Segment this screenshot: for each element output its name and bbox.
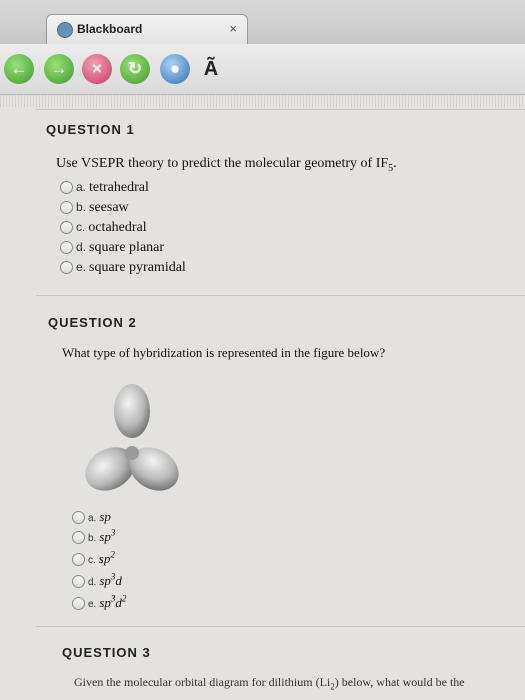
- option-label: $sp^3d$: [99, 572, 122, 589]
- radio-button[interactable]: [60, 201, 73, 214]
- radio-button[interactable]: [72, 597, 85, 610]
- question1-subscript: 5: [388, 162, 394, 174]
- question2-divider: [36, 295, 525, 296]
- tab-title: Blackboard: [77, 22, 143, 36]
- question3-heading: QUESTION 3: [62, 645, 151, 660]
- reload-icon[interactable]: ↻: [120, 54, 150, 84]
- orbital-lobe-top: [114, 384, 150, 438]
- browser-tab[interactable]: [46, 14, 248, 45]
- question2-text: What type of hybridization is represented in the figure below?: [62, 345, 386, 360]
- option-letter: b.: [88, 533, 97, 545]
- radio-button[interactable]: [60, 181, 73, 194]
- question1-heading: QUESTION 1: [46, 122, 135, 137]
- question1-text-end: .: [393, 156, 397, 171]
- question1-option-b[interactable]: [60, 199, 129, 216]
- option-letter: e.: [76, 260, 87, 274]
- option-letter: a.: [76, 180, 87, 194]
- option-label: sp: [99, 509, 111, 525]
- option-label: $sp^3d^2$: [99, 594, 127, 611]
- option-letter: c.: [88, 555, 96, 567]
- question2-option-c[interactable]: [72, 550, 115, 567]
- orbital-center: [125, 446, 139, 460]
- question1-text-main: Use VSEPR theory to predict the molecular geometry of IF: [56, 156, 389, 171]
- option-letter: e.: [88, 599, 97, 611]
- back-arrow-icon[interactable]: ←: [4, 54, 34, 84]
- question1-option-a[interactable]: [60, 179, 149, 196]
- question2-heading: QUESTION 2: [48, 315, 137, 330]
- question3-text-main: Given the molecular orbital diagram for dilithium (Li: [74, 675, 331, 689]
- question3-text: [74, 675, 465, 691]
- option-letter: a.: [88, 513, 97, 525]
- option-label: square pyramidal: [89, 260, 186, 275]
- browser-toolbar: [0, 44, 525, 95]
- option-label: octahedral: [88, 220, 147, 235]
- question2-option-e[interactable]: [72, 594, 126, 611]
- question3-divider: [36, 626, 525, 627]
- option-letter: d.: [76, 240, 87, 254]
- question3-text-end: ) below, what would be the: [334, 675, 465, 689]
- radio-button[interactable]: [72, 553, 85, 566]
- forward-arrow-icon[interactable]: →: [44, 54, 74, 84]
- text-size-icon[interactable]: Ã: [203, 58, 219, 80]
- option-label: $sp^2$: [98, 550, 115, 567]
- stop-x-icon[interactable]: ×: [82, 54, 112, 84]
- question1-option-c[interactable]: [60, 219, 147, 236]
- option-letter: c.: [76, 220, 86, 234]
- option-letter: d.: [88, 577, 97, 589]
- question2-option-d[interactable]: [72, 572, 122, 589]
- trigonal-planar-orbital-figure: [82, 383, 182, 513]
- radio-button[interactable]: [72, 575, 85, 588]
- option-label: square planar: [89, 240, 165, 255]
- question2-option-b[interactable]: [72, 528, 115, 545]
- option-label: seesaw: [89, 200, 129, 215]
- radio-button[interactable]: [72, 511, 85, 524]
- quiz-content: [0, 107, 525, 700]
- blackboard-favicon-icon: [57, 22, 73, 38]
- question1-option-e[interactable]: [60, 259, 186, 276]
- question1-divider: [36, 109, 525, 110]
- radio-button[interactable]: [60, 261, 73, 274]
- tab-close-icon[interactable]: ×: [229, 21, 237, 36]
- user-profile-icon[interactable]: ●: [160, 54, 190, 84]
- radio-button[interactable]: [72, 531, 85, 544]
- radio-button[interactable]: [60, 241, 73, 254]
- question1-text: [56, 156, 397, 174]
- option-label: $sp^3$: [99, 528, 116, 545]
- option-label: tetrahedral: [89, 180, 149, 195]
- question2-option-a[interactable]: [72, 508, 111, 525]
- header-stripe: [0, 95, 525, 107]
- question3-subscript: 2: [330, 681, 335, 692]
- question1-option-d[interactable]: [60, 239, 164, 256]
- option-letter: b.: [76, 200, 87, 214]
- tab-bar: [0, 0, 525, 44]
- radio-button[interactable]: [60, 221, 73, 234]
